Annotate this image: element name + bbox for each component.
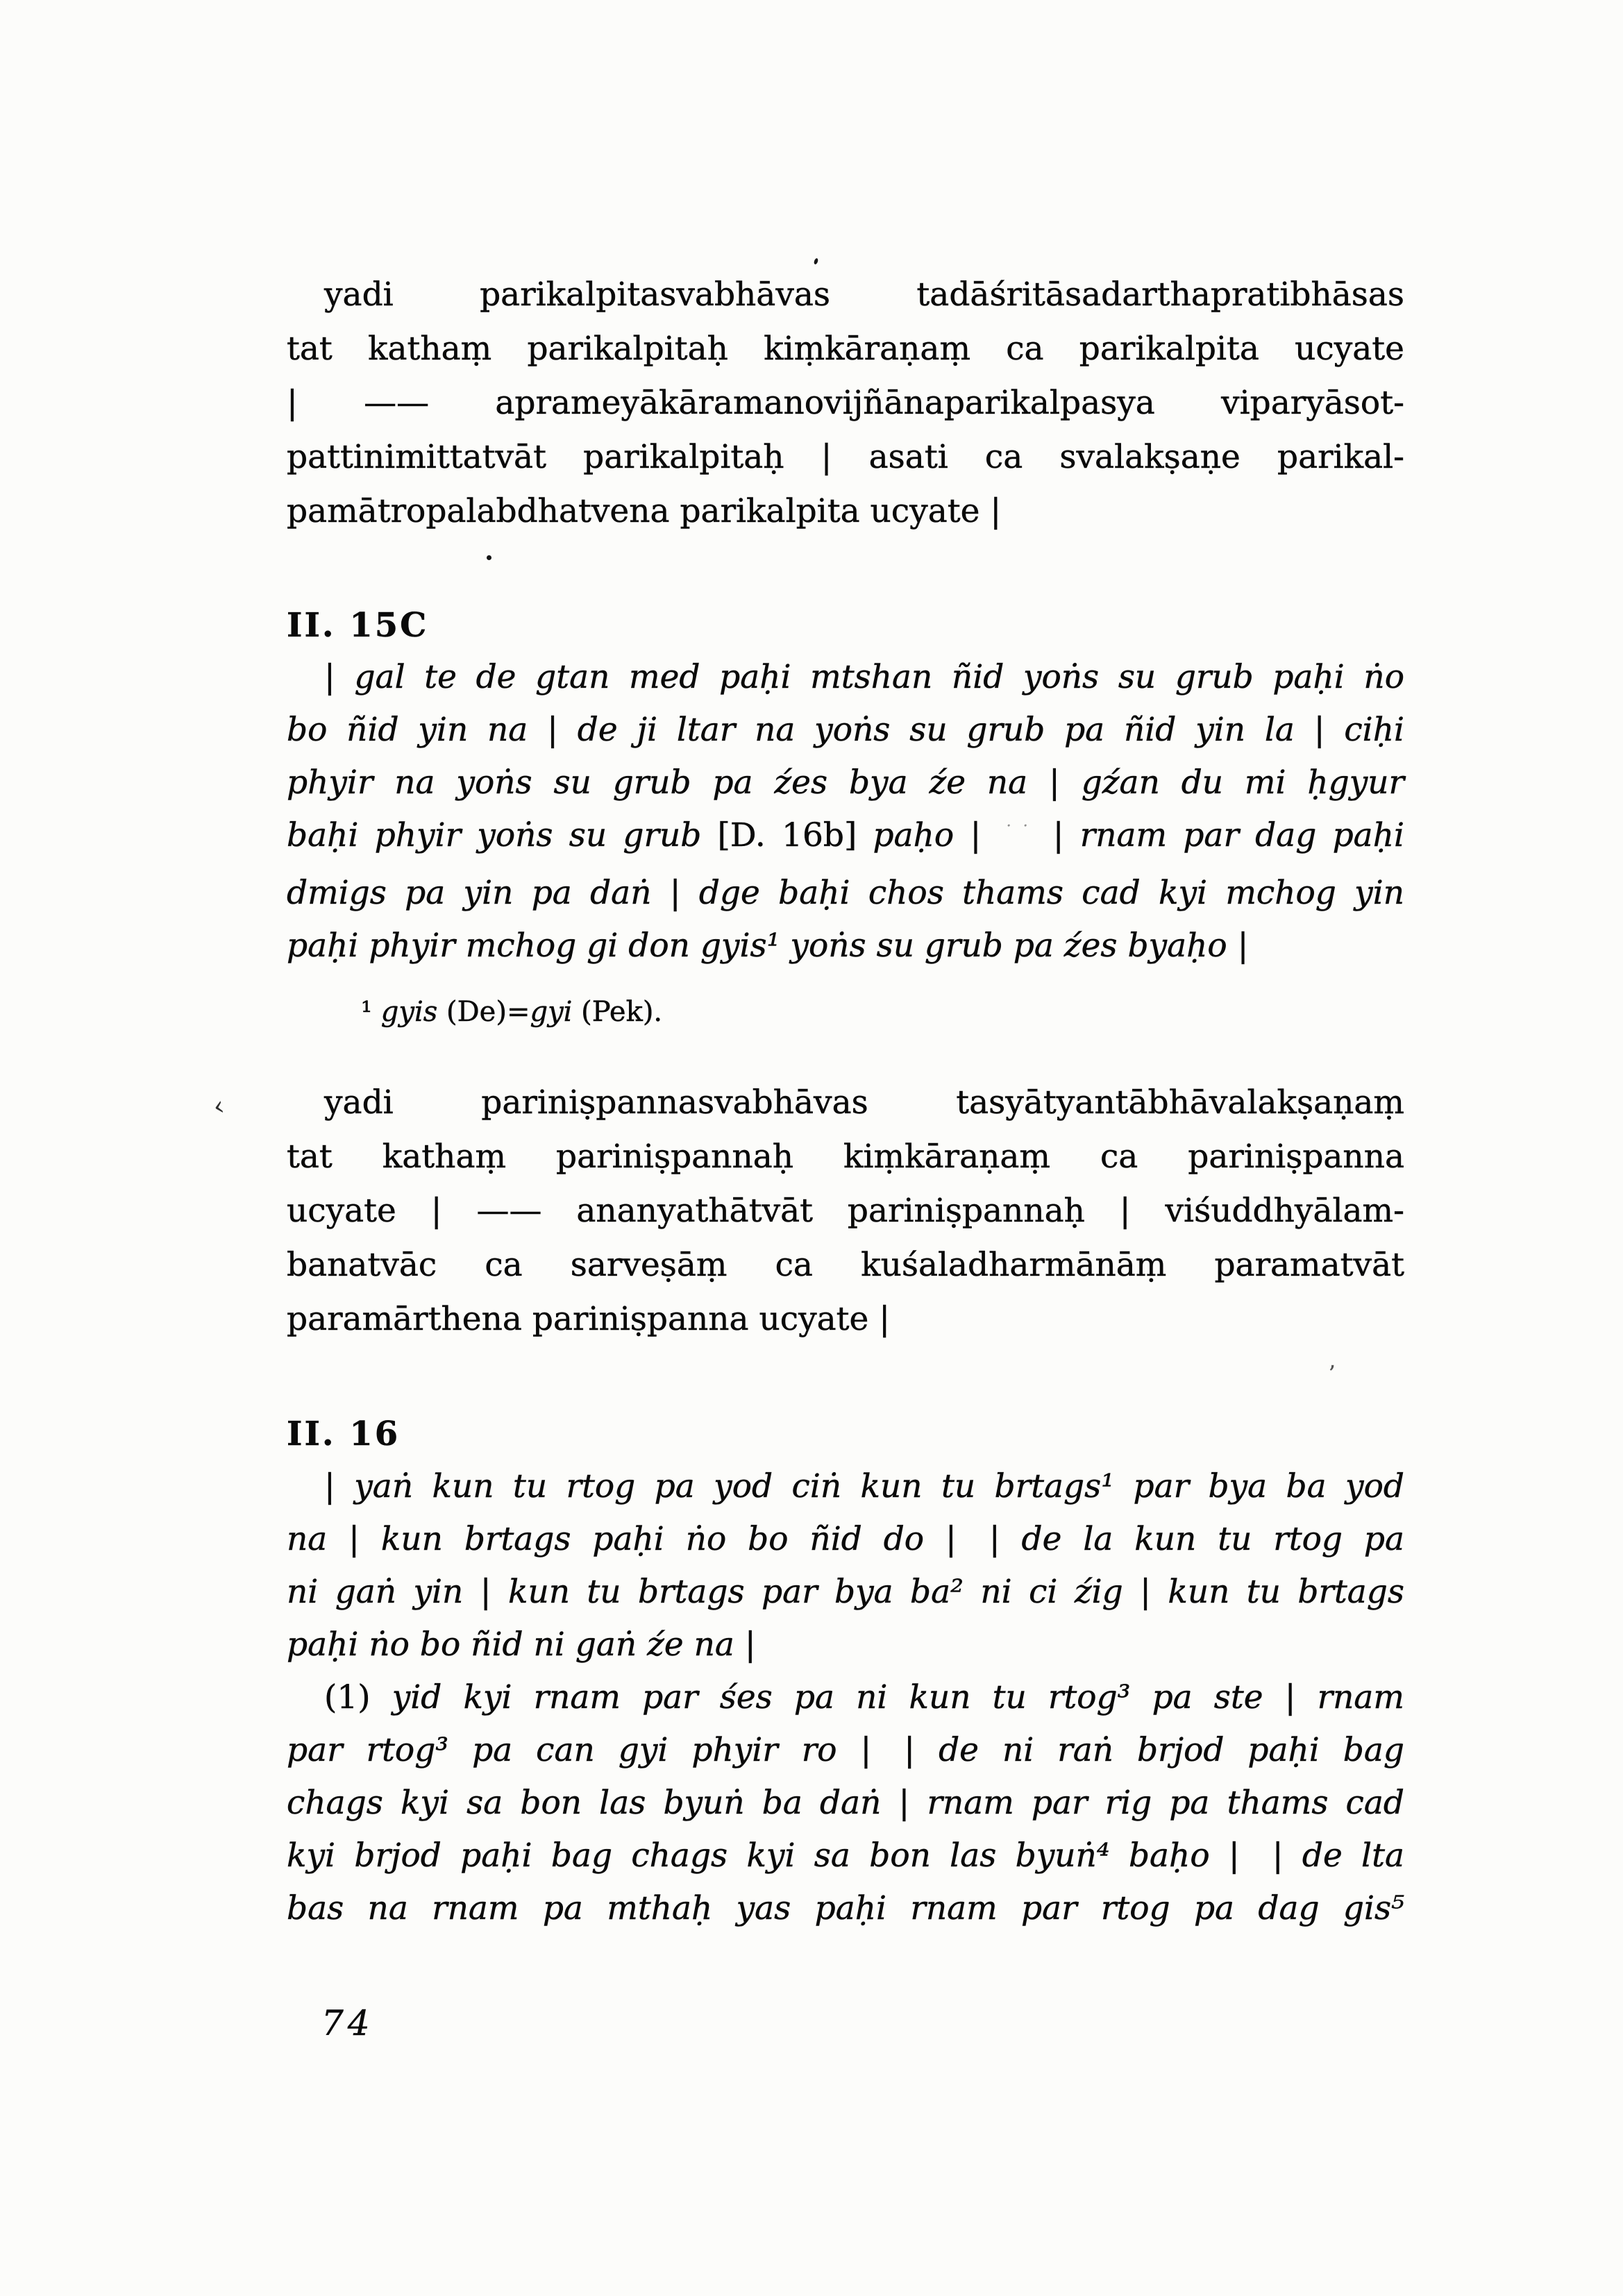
text-segment: pamātropalabdhatvena parikalpita ucyate | xyxy=(287,492,1002,530)
sanskrit-paragraph-2 xyxy=(287,1076,1404,1347)
text-line xyxy=(287,1513,1404,1566)
text-line xyxy=(287,757,1404,809)
text-line xyxy=(287,376,1404,430)
text-segment: yadi parikalpitasvabhāvas tadāśritāsadarthapratibhāsas xyxy=(324,276,1404,314)
text-segment: bas na rnam pa mthaḥ yas paḥi rnam par rtog pa dag gis⁵ xyxy=(287,1889,1404,1927)
text-segment: ni gaṅ yin | kun tu brtags par bya ba² ni ci źig | kun tu brtags xyxy=(287,1573,1404,1611)
section-heading-ii-16: II. 16 xyxy=(287,1415,401,1453)
ink-speck xyxy=(487,555,491,560)
text-segment: paḥi ṅo bo ñid ni gaṅ źe na | xyxy=(287,1626,756,1664)
text-segment: par rtog³ pa can gyi phyir ro | | de ni raṅ brjod paḥi bag xyxy=(287,1731,1404,1769)
text-line xyxy=(287,1238,1404,1292)
text-segment: | rnam par dag paḥi xyxy=(1036,816,1404,854)
text-line xyxy=(287,1830,1404,1882)
sanskrit-paragraph-1 xyxy=(287,268,1404,539)
text-line xyxy=(287,1882,1404,1935)
text-line xyxy=(287,651,1404,704)
tibetan-paragraph-15c xyxy=(287,651,1404,972)
text-segment: (Pek). xyxy=(572,996,663,1028)
text-line xyxy=(287,1076,1404,1130)
section-heading-ii-15c: II. 15C xyxy=(287,606,429,645)
text-segment: paramārthena pariniṣpanna ucyate | xyxy=(287,1300,891,1338)
text-line xyxy=(287,920,1404,972)
stray-ink-mark: ‹ xyxy=(210,1091,227,1122)
text-line xyxy=(287,809,1404,867)
text-line xyxy=(287,1292,1404,1347)
text-line xyxy=(287,484,1404,539)
text-segment: yid kyi rnam par śes pa ni kun tu rtog³ pa ste | rnam xyxy=(392,1678,1404,1716)
text-segment: pattinimittatvāt parikalpitaḥ | asati ca svalakṣaṇe parikal- xyxy=(287,438,1404,476)
text-segment: tat kathaṃ pariniṣpannaḥ kiṃkāraṇaṃ ca pariniṣpanna xyxy=(287,1138,1404,1176)
text-line xyxy=(287,1724,1404,1777)
text-segment: (De)= xyxy=(437,996,530,1028)
text-line xyxy=(287,268,1404,322)
text-line xyxy=(287,1566,1404,1619)
text-segment: (1) xyxy=(324,1678,392,1716)
stray-tick-mark: ’ xyxy=(1329,1362,1336,1386)
text-line xyxy=(287,1130,1404,1184)
text-line xyxy=(287,1460,1404,1513)
text-line xyxy=(287,1184,1404,1238)
text-line xyxy=(287,1777,1404,1830)
text-segment: ¹ xyxy=(361,996,381,1028)
text-segment: na | kun brtags paḥi ṅo bo ñid do | | de la kun tu rtog pa xyxy=(287,1520,1404,1558)
text-segment: banatvāc ca sarveṣāṃ ca kuśaladharmānāṃ paramatvāt xyxy=(287,1246,1404,1284)
text-segment: gyi xyxy=(530,996,573,1028)
tibetan-paragraph-16 xyxy=(287,1460,1404,1935)
text-line xyxy=(287,322,1404,376)
text-line xyxy=(287,1619,1404,1671)
text-segment: phyir na yoṅs su grub pa źes bya źe na | gźan du mi ḥgyur xyxy=(287,763,1404,802)
text-segment: paḥi phyir mchog gi don gyis¹ yoṅs su grub pa źes byaḥo | xyxy=(287,927,1249,965)
text-segment: | —— aprameyākāramanovijñānaparikalpasya viparyāsot- xyxy=(287,384,1404,422)
text-segment: ucyate | —— ananyathātvāt pariniṣpannaḥ | viśuddhyālam- xyxy=(287,1192,1404,1230)
footnote xyxy=(361,994,1402,1030)
text-line xyxy=(287,867,1404,920)
text-segment: bo ñid yin na | de ji ltar na yoṅs su grub pa ñid yin la | ciḥi xyxy=(287,711,1404,749)
text-segment: tat kathaṃ parikalpitaḥ kiṃkāraṇaṃ ca parikalpita ucyate xyxy=(287,330,1404,368)
text-segment: | gal te de gtan med paḥi mtshan ñid yoṅs su grub paḥi ṅo xyxy=(324,658,1404,696)
ink-speck xyxy=(814,258,819,264)
text-line xyxy=(361,994,1402,1030)
text-segment: [D. 16b] xyxy=(717,816,873,854)
text-segment: paḥo | xyxy=(873,816,998,854)
text-segment: gyis xyxy=(380,996,438,1028)
text-segment: | yaṅ kun tu rtog pa yod ciṅ kun tu brtags¹ par bya ba yod xyxy=(324,1467,1404,1505)
text-line xyxy=(287,430,1404,484)
page-number: 74 xyxy=(321,2003,374,2043)
text-segment: yadi pariniṣpannasvabhāvas tasyātyantābhāvalakṣaṇaṃ xyxy=(324,1083,1404,1122)
text-segment: baḥi phyir yoṅs su grub xyxy=(287,816,718,854)
text-segment: chags kyi sa bon las byuṅ ba daṅ | rnam par rig pa thams cad xyxy=(287,1784,1404,1822)
text-segment: dmigs pa yin pa daṅ | dge baḥi chos thams cad kyi mchog yin xyxy=(287,874,1404,912)
text-segment: kyi brjod paḥi bag chags kyi sa bon las byuṅ⁴ baḥo | | de lta xyxy=(287,1837,1404,1875)
text-line xyxy=(287,704,1404,757)
text-line xyxy=(287,1671,1404,1724)
text-segment: ˙˙ xyxy=(997,822,1037,842)
